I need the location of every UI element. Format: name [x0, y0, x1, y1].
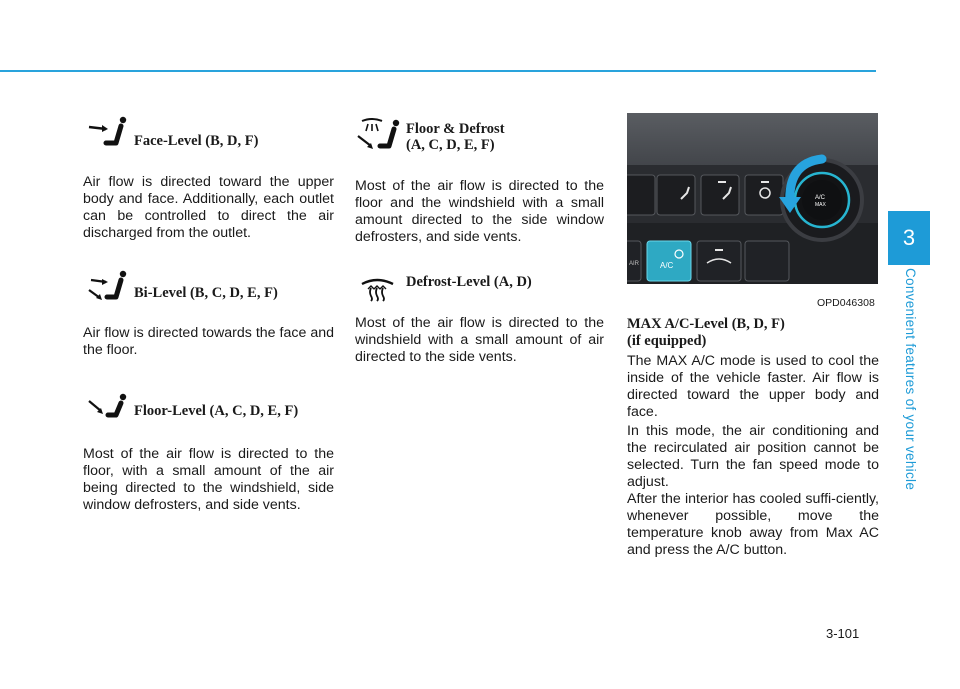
chapter-title-text: Convenient features of your vehicle	[903, 268, 918, 491]
bi-level-icon	[88, 270, 130, 304]
max-ac-paragraph: After the interior has cooled suffi-ciently, whenever possible, move the temperature knob away from Max AC and press the A/C button.	[627, 491, 879, 558]
floor-defrost-icon	[357, 118, 403, 154]
mode-description: Most of the air flow is directed to the floor, with a small amount of the air being directed to the windshield, side window defrosters, and side vents.	[83, 446, 334, 513]
page-number: 3-101	[826, 626, 860, 641]
chapter-number: 3	[902, 225, 916, 250]
photo-caption: OPD046308	[817, 297, 875, 309]
max-ac-paragraph: The MAX A/C mode is used to cool the inside of the vehicle faster. Air flow is directed toward the upper body and face.	[627, 353, 879, 420]
max-ac-title-line: MAX A/C-Level (B, D, F)	[627, 316, 785, 332]
ac-button-label: A/C	[660, 261, 674, 270]
mode-description: Air flow is directed towards the face and the floor.	[83, 325, 334, 358]
mode-title: Floor & Defrost (A, C, D, E, F)	[406, 121, 505, 153]
face-level-icon	[88, 115, 130, 155]
climate-panel-illustration	[627, 113, 878, 284]
defrost-level-icon	[360, 278, 396, 302]
floor-level-icon	[88, 393, 130, 419]
mode-title: Defrost-Level (A, D)	[406, 274, 532, 290]
mode-description: Most of the air flow is directed to the floor and the windshield with a small amount directed to the side window defrosters, and side vents.	[355, 178, 604, 245]
knob-ac-label: A/C	[815, 195, 826, 201]
chapter-tab[interactable]	[888, 211, 930, 265]
max-ac-paragraph: In this mode, the air conditioning and the recirculated air position cannot be selected. Turn the fan speed mode to adjust.	[627, 423, 879, 490]
header-rule	[0, 70, 876, 72]
climate-control-photo	[627, 113, 878, 284]
max-ac-title	[627, 316, 785, 350]
mode-title: Bi-Level (B, C, D, E, F)	[134, 285, 278, 301]
max-ac-title-line: (if equipped)	[627, 333, 707, 349]
mode-description: Most of the air flow is directed to the windshield with a small amount of air directed to the side vents.	[355, 315, 604, 365]
air-button-label: AIR	[629, 261, 640, 267]
knob-max-label: MAX	[815, 202, 826, 208]
mode-title: Face-Level (B, D, F)	[134, 133, 259, 149]
mode-description: Air flow is directed toward the upper body and face. Additionally, each outlet can be controlled to direct the air discharged from the outlet.	[83, 174, 334, 241]
mode-title: Floor-Level (A, C, D, E, F)	[134, 403, 299, 419]
